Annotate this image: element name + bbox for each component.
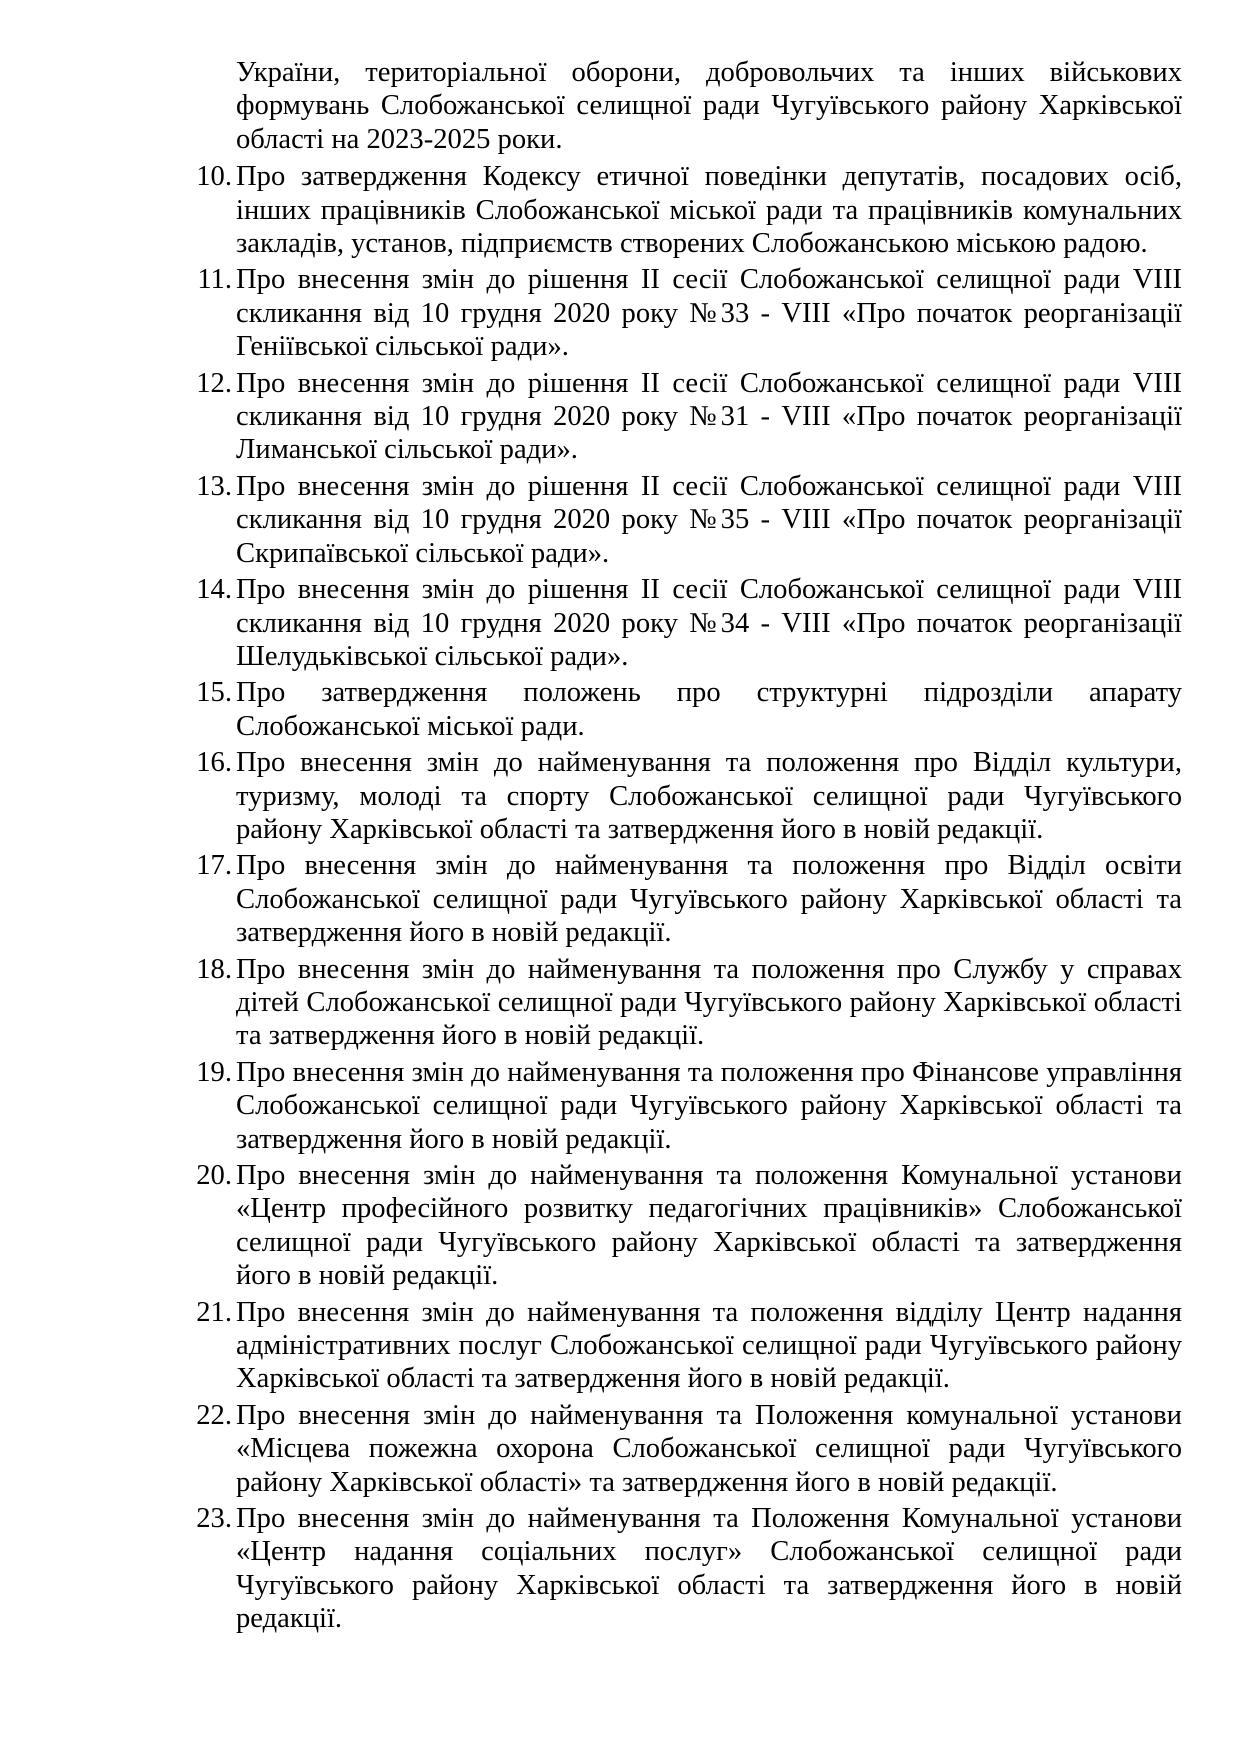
item-number: 20. bbox=[196, 1160, 232, 1191]
item-number: 14. bbox=[196, 574, 232, 606]
item-text: Про внесення змін до найменування та Положення комунальної установи «Місцева пожежна охорона Слобожанської селищної ради Чугуївського району Харківської області» та затвердження його в новій редакції. bbox=[236, 1399, 1182, 1498]
list-item bbox=[196, 953, 1182, 1053]
item-text: Про внесення змін до найменування та Положення Комунальної установи «Центр надання соціальних послуг» Слобожанської селищної ради Чугуївського району Харківської області та затвердження його в новій редакції. bbox=[236, 1503, 1182, 1635]
list-item bbox=[196, 1056, 1182, 1156]
item-text: Про внесення змін до рішення ІІ сесії Слобожанської селищної ради VIII скликання від 10 грудня 2020 року №33 - VIII «Про початок реорганізації Геніївської сільської ради». bbox=[236, 264, 1182, 363]
item-text: Про затвердження Кодексу етичної поведінки депутатів, посадових осіб, інших працівників Слобожанської міської ради та працівників комунальних закладів, установ, підприємств створених Слобожанською міською радою. bbox=[236, 161, 1182, 260]
item-number: 12. bbox=[196, 367, 232, 399]
list-item bbox=[196, 676, 1182, 743]
item-text: Про внесення змін до рішення ІІ сесії Слобожанської селищної ради VIII скликання від 10 грудня 2020 року №35 - VIII «Про початок реорганізації Скрипаївської сільської ради». bbox=[236, 470, 1182, 569]
list-item bbox=[196, 1399, 1182, 1499]
item-number: 21. bbox=[196, 1296, 232, 1328]
item-number: 18. bbox=[196, 953, 232, 985]
item-number: 10. bbox=[196, 161, 232, 193]
list-item bbox=[196, 160, 1182, 260]
list-item bbox=[197, 263, 1182, 363]
item-text: Про внесення змін до найменування та положення про Службу у справах дітей Слобожанської селищної ради Чугуївського району Харківської області та затвердження його в новій редакції. bbox=[236, 953, 1182, 1052]
item-text: Про внесення змін до найменування та положення відділу Центр надання адміністративних послуг Слобожанської селищної ради Чугуївського району Харківської області та затвердження його в новій редакції. bbox=[236, 1296, 1182, 1395]
item-text: Про внесення змін до найменування та положення про Фінансове управління Слобожанської селищної ради Чугуївського району Харківської області та затвердження його в новій редакції. bbox=[236, 1056, 1182, 1155]
list-item bbox=[196, 1502, 1182, 1636]
item-number: 16. bbox=[196, 747, 232, 779]
list-item bbox=[196, 849, 1182, 949]
list-item bbox=[196, 746, 1182, 846]
item-number: 19. bbox=[196, 1056, 232, 1088]
item-number: 13. bbox=[196, 470, 232, 502]
list-item bbox=[196, 367, 1182, 467]
continued-paragraph: України, територіальної оборони, добровольчих та інших військових формувань Слобожанської селищної ради Чугуївського району Харківської області на 2023-2025 роки. bbox=[236, 57, 1182, 155]
list-item bbox=[196, 1159, 1182, 1293]
item-number: 11. bbox=[197, 264, 232, 296]
item-text: Про внесення змін до рішення ІІ сесії Слобожанської селищної ради VIII скликання від 10 грудня 2020 року №34 - VIII «Про початок реорганізації Шелудьківської сільської ради». bbox=[236, 574, 1182, 672]
agenda-list bbox=[196, 56, 1182, 1639]
item-text: Про внесення змін до найменування та положення про Відділ культури, туризму, молоді та спорту Слобожанської селищної ради Чугуївського району Харківської області та затвердження його в новій редакції. bbox=[236, 747, 1182, 845]
item-text: Про внесення змін до найменування та положення Комунальної установи «Центр професійного розвитку педагогічних працівників» Слобожанської селищної ради Чугуївського району Харківської області та затвердження його в новій редакції. bbox=[236, 1160, 1182, 1292]
item-text: Про внесення змін до рішення ІІ сесії Слобожанської селищної ради VIII скликання від 10 грудня 2020 року №31 - VIII «Про початок реорганізації Лиманської сільської ради». bbox=[236, 367, 1182, 466]
item-number: 22. bbox=[196, 1399, 232, 1431]
item-number: 15. bbox=[196, 677, 232, 709]
item-text: Про затвердження положень про структурні підрозділи апарату Слобожанської міської ради. bbox=[236, 677, 1182, 742]
item-text: Про внесення змін до найменування та положення про Відділ освіти Слобожанської селищної ради Чугуївського району Харківської області та затвердження його в новій редакції. bbox=[236, 850, 1182, 949]
item-number: 23. bbox=[196, 1503, 232, 1535]
item-number: 17. bbox=[196, 850, 232, 882]
list-item bbox=[196, 573, 1182, 673]
list-item bbox=[196, 1296, 1182, 1396]
list-item bbox=[196, 470, 1182, 570]
